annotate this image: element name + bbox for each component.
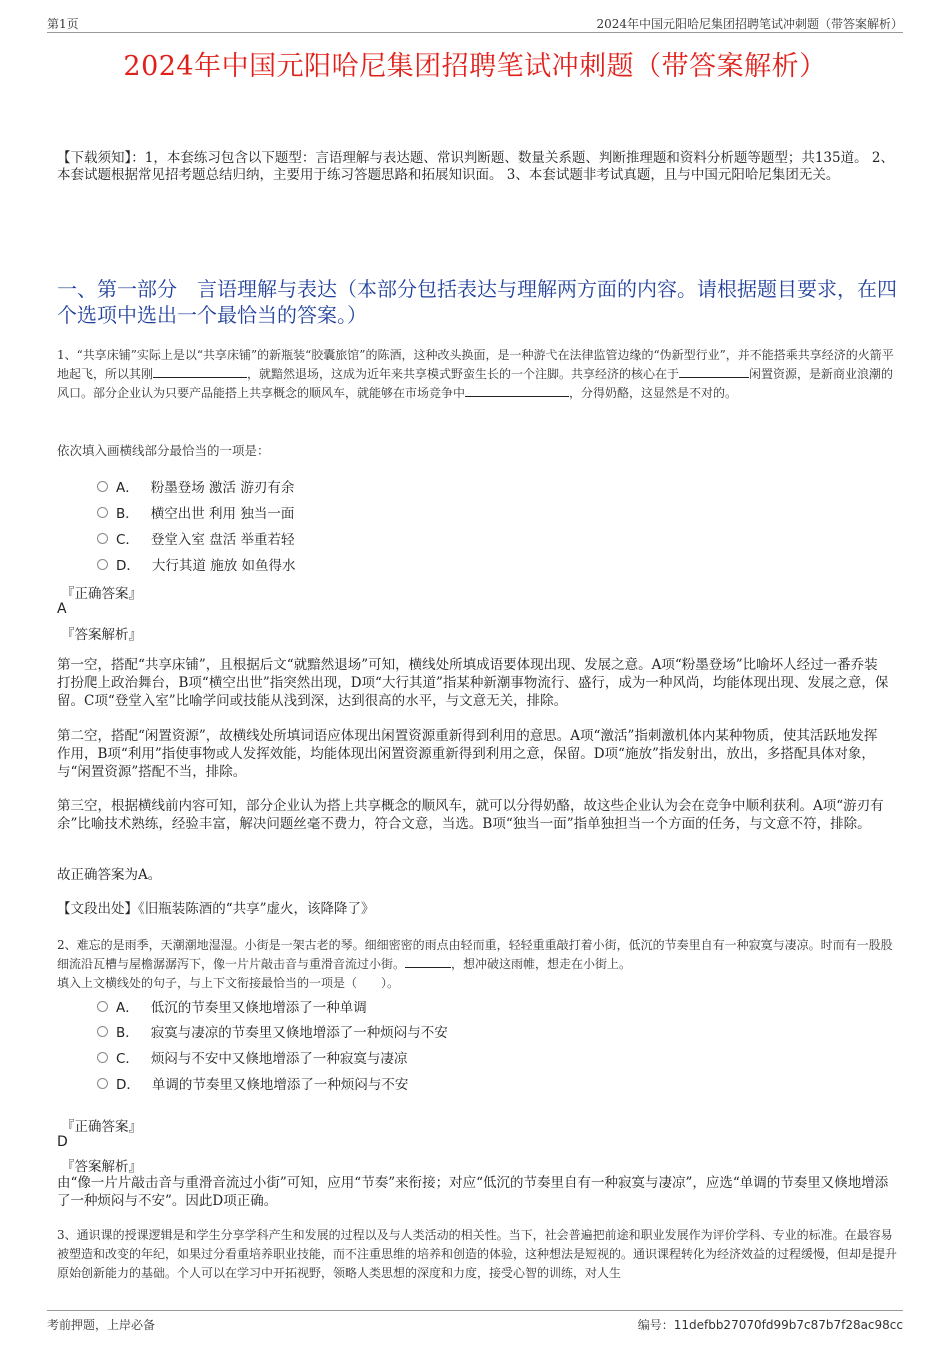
radio-icon[interactable] <box>97 1078 108 1089</box>
q2-option-c[interactable]: C． 烦闷与不安中又倏地增添了一种寂寞与凄凉 <box>97 1047 407 1067</box>
page-header <box>47 14 903 33</box>
q1-source: 【文段出处】《旧瓶装陈酒的“共享”虚火，该降降了》 <box>57 901 375 917</box>
radio-icon[interactable] <box>97 1052 108 1063</box>
q1-analysis-paragraph: 第三空，根据横线前内容可知，部分企业认为搭上共享概念的顺风车，就可以分得奶酪，故这些企业认为会在竞争中顺利获利。A项“游刃有余”比喻技术熟练，经验丰富，解决问题丝毫不费力，符合文意，当选。B项“独当一面”指单独担当一个方面的任务，与文意不符，排除。 <box>57 798 884 832</box>
q2-answer: D <box>57 1134 68 1150</box>
radio-icon[interactable] <box>97 507 108 518</box>
radio-icon[interactable] <box>97 1026 108 1037</box>
question-1-text: 1、“共享床铺”实际上是以“共享床铺”的新瓶装“胶囊旅馆”的陈酒，这种改头换面，是一种游弋在法律监管边缘的“伪新型行业”，并不能搭乘共享经济的火箭平地起飞，所以其刚 ，就黯然退场，这成为近年来共享模式野蛮生长的一个注脚。共享经济的核心在于 闲置资源，是新商业浪潮的风口。部分企业认为只要产品能搭上共享概念的顺风车，就能够在市场竞争中 ，分得奶酪，这显然是不对的。 <box>57 348 894 400</box>
document-code: 编号：11defbb27070fd99b7c87b7f28ac98cc <box>637 1318 903 1332</box>
radio-icon[interactable] <box>97 559 108 570</box>
q1-option-b[interactable]: B． 横空出世 利用 独当一面 <box>97 502 294 522</box>
fill-blank <box>405 955 451 968</box>
fill-blank <box>679 365 749 378</box>
question-1-prompt: 依次填入画横线部分最恰当的一项是： <box>57 443 270 458</box>
radio-icon[interactable] <box>97 481 108 492</box>
radio-icon[interactable] <box>97 533 108 544</box>
q1-option-c[interactable]: C． 登堂入室 盘活 举重若轻 <box>97 528 295 548</box>
question-3-text: 3、通识课的授课逻辑是和学生分享学科产生和发展的过程以及与人类活动的相关性。当下，社会普遍把前途和职业发展作为评价学科、专业的标准。在最容易被塑造和改变的年纪，如果过分看重培养职业技能，而不注重思维的培养和创造的体验，这种想法是短视的。通识课程转化为经济效益的过程缓慢，但却是提升原始创新能力的基础。个人可以在学习中开拓视野，领略人类思想的深度和力度，接受心智的训练，对人生 <box>57 1228 898 1280</box>
q2-option-d[interactable]: D． 单调的节奏里又倏地增添了一种烦闷与不安 <box>97 1073 408 1093</box>
fill-blank <box>465 384 569 397</box>
fill-blank <box>153 365 247 378</box>
correct-answer-label: 『正确答案』 <box>61 586 142 602</box>
q1-option-a[interactable]: A． 粉墨登场 激活 游刃有余 <box>97 476 294 496</box>
analysis-label: 『答案解析』 <box>61 1159 142 1175</box>
correct-answer-label: 『正确答案』 <box>61 1119 142 1135</box>
footer-motto: 考前押题，上岸必备 <box>47 1318 156 1332</box>
q1-conclusion: 故正确答案为A。 <box>57 867 162 883</box>
q1-analysis-paragraph: 第二空，搭配“闲置资源”，故横线处所填词语应体现出闲置资源重新得到利用的意思。A项“激活”指刺激机体内某种物质，使其活跃地发挥作用，B项“利用”指使事物或人发挥效能，均能体现出闲置资源重新得到利用之意，保留。D项“施放”指发射出，放出，多搭配具体对象，与“闲置资源”搭配不当，排除。 <box>57 728 878 780</box>
section-heading: 一、第一部分 言语理解与表达（本部分包括表达与理解两方面的内容。请根据题目要求，在四个选项中选出一个最恰当的答案。） <box>57 277 897 327</box>
page-footer <box>47 1310 903 1333</box>
question-2-text: 2、难忘的是雨季，天潮潮地湿湿。小街是一架古老的琴。细细密密的雨点由轻而重，轻轻重重敲打着小街，低沉的节奏里自有一种寂寞与凄凉。时而有一股股细流沿瓦槽与屋檐潺潺泻下，像一片片敲击音与重滑音流过小街。 ，想冲破这雨帷，想走在小街上。 <box>57 938 893 971</box>
q2-option-b[interactable]: B． 寂寞与凄凉的节奏里又倏地增添了一种烦闷与不安 <box>97 1021 448 1041</box>
running-title: 2024年中国元阳哈尼集团招聘笔试冲刺题（带答案解析） <box>596 17 903 31</box>
q1-answer: A <box>57 601 67 617</box>
download-notice: 【下载须知】：1，本套练习包含以下题型：言语理解与表达题、常识判断题、数量关系题、判断推理题和资料分析题等题型；共135道。 2、本套试题根据常见招考题总结归纳，主要用于练习答题思路和拓展知识面。 3、本套试题非考试真题，且与中国元阳哈尼集团无关。 <box>57 150 894 183</box>
analysis-label: 『答案解析』 <box>61 627 142 643</box>
question-2-prompt: 填入上文横线处的句子，与上下文衔接最恰当的一项是（ ）。 <box>57 976 400 990</box>
radio-icon[interactable] <box>97 1001 108 1012</box>
q2-analysis: 由“像一片片敲击音与重滑音流过小街”可知，应用“节奏”来衔接；对应“低沉的节奏里自有一种寂寞与凄凉”，应选“单调的节奏里又倏地增添了一种烦闷与不安”。因此D项正确。 <box>57 1175 889 1209</box>
q2-option-a[interactable]: A． 低沉的节奏里又倏地增添了一种单调 <box>97 996 367 1016</box>
document-title: 2024年中国元阳哈尼集团招聘笔试冲刺题（带答案解析） <box>123 51 827 82</box>
q1-option-d[interactable]: D． 大行其道 施放 如鱼得水 <box>97 554 296 574</box>
q1-analysis-paragraph: 第一空，搭配“共享床铺”，且根据后文“就黯然退场”可知，横线处所填成语要体现出现、发展之意。A项“粉墨登场”比喻坏人经过一番乔装打扮爬上政治舞台，B项“横空出世”指突然出现，D项“大行其道”指某种新潮事物流行、盛行，成为一种风尚，均能体现出现、发展之意，保留。C项“登堂入室”比喻学问或技能从浅到深，达到很高的水平，与文意无关，排除。 <box>57 657 889 709</box>
page-number: 第1页 <box>47 17 79 31</box>
